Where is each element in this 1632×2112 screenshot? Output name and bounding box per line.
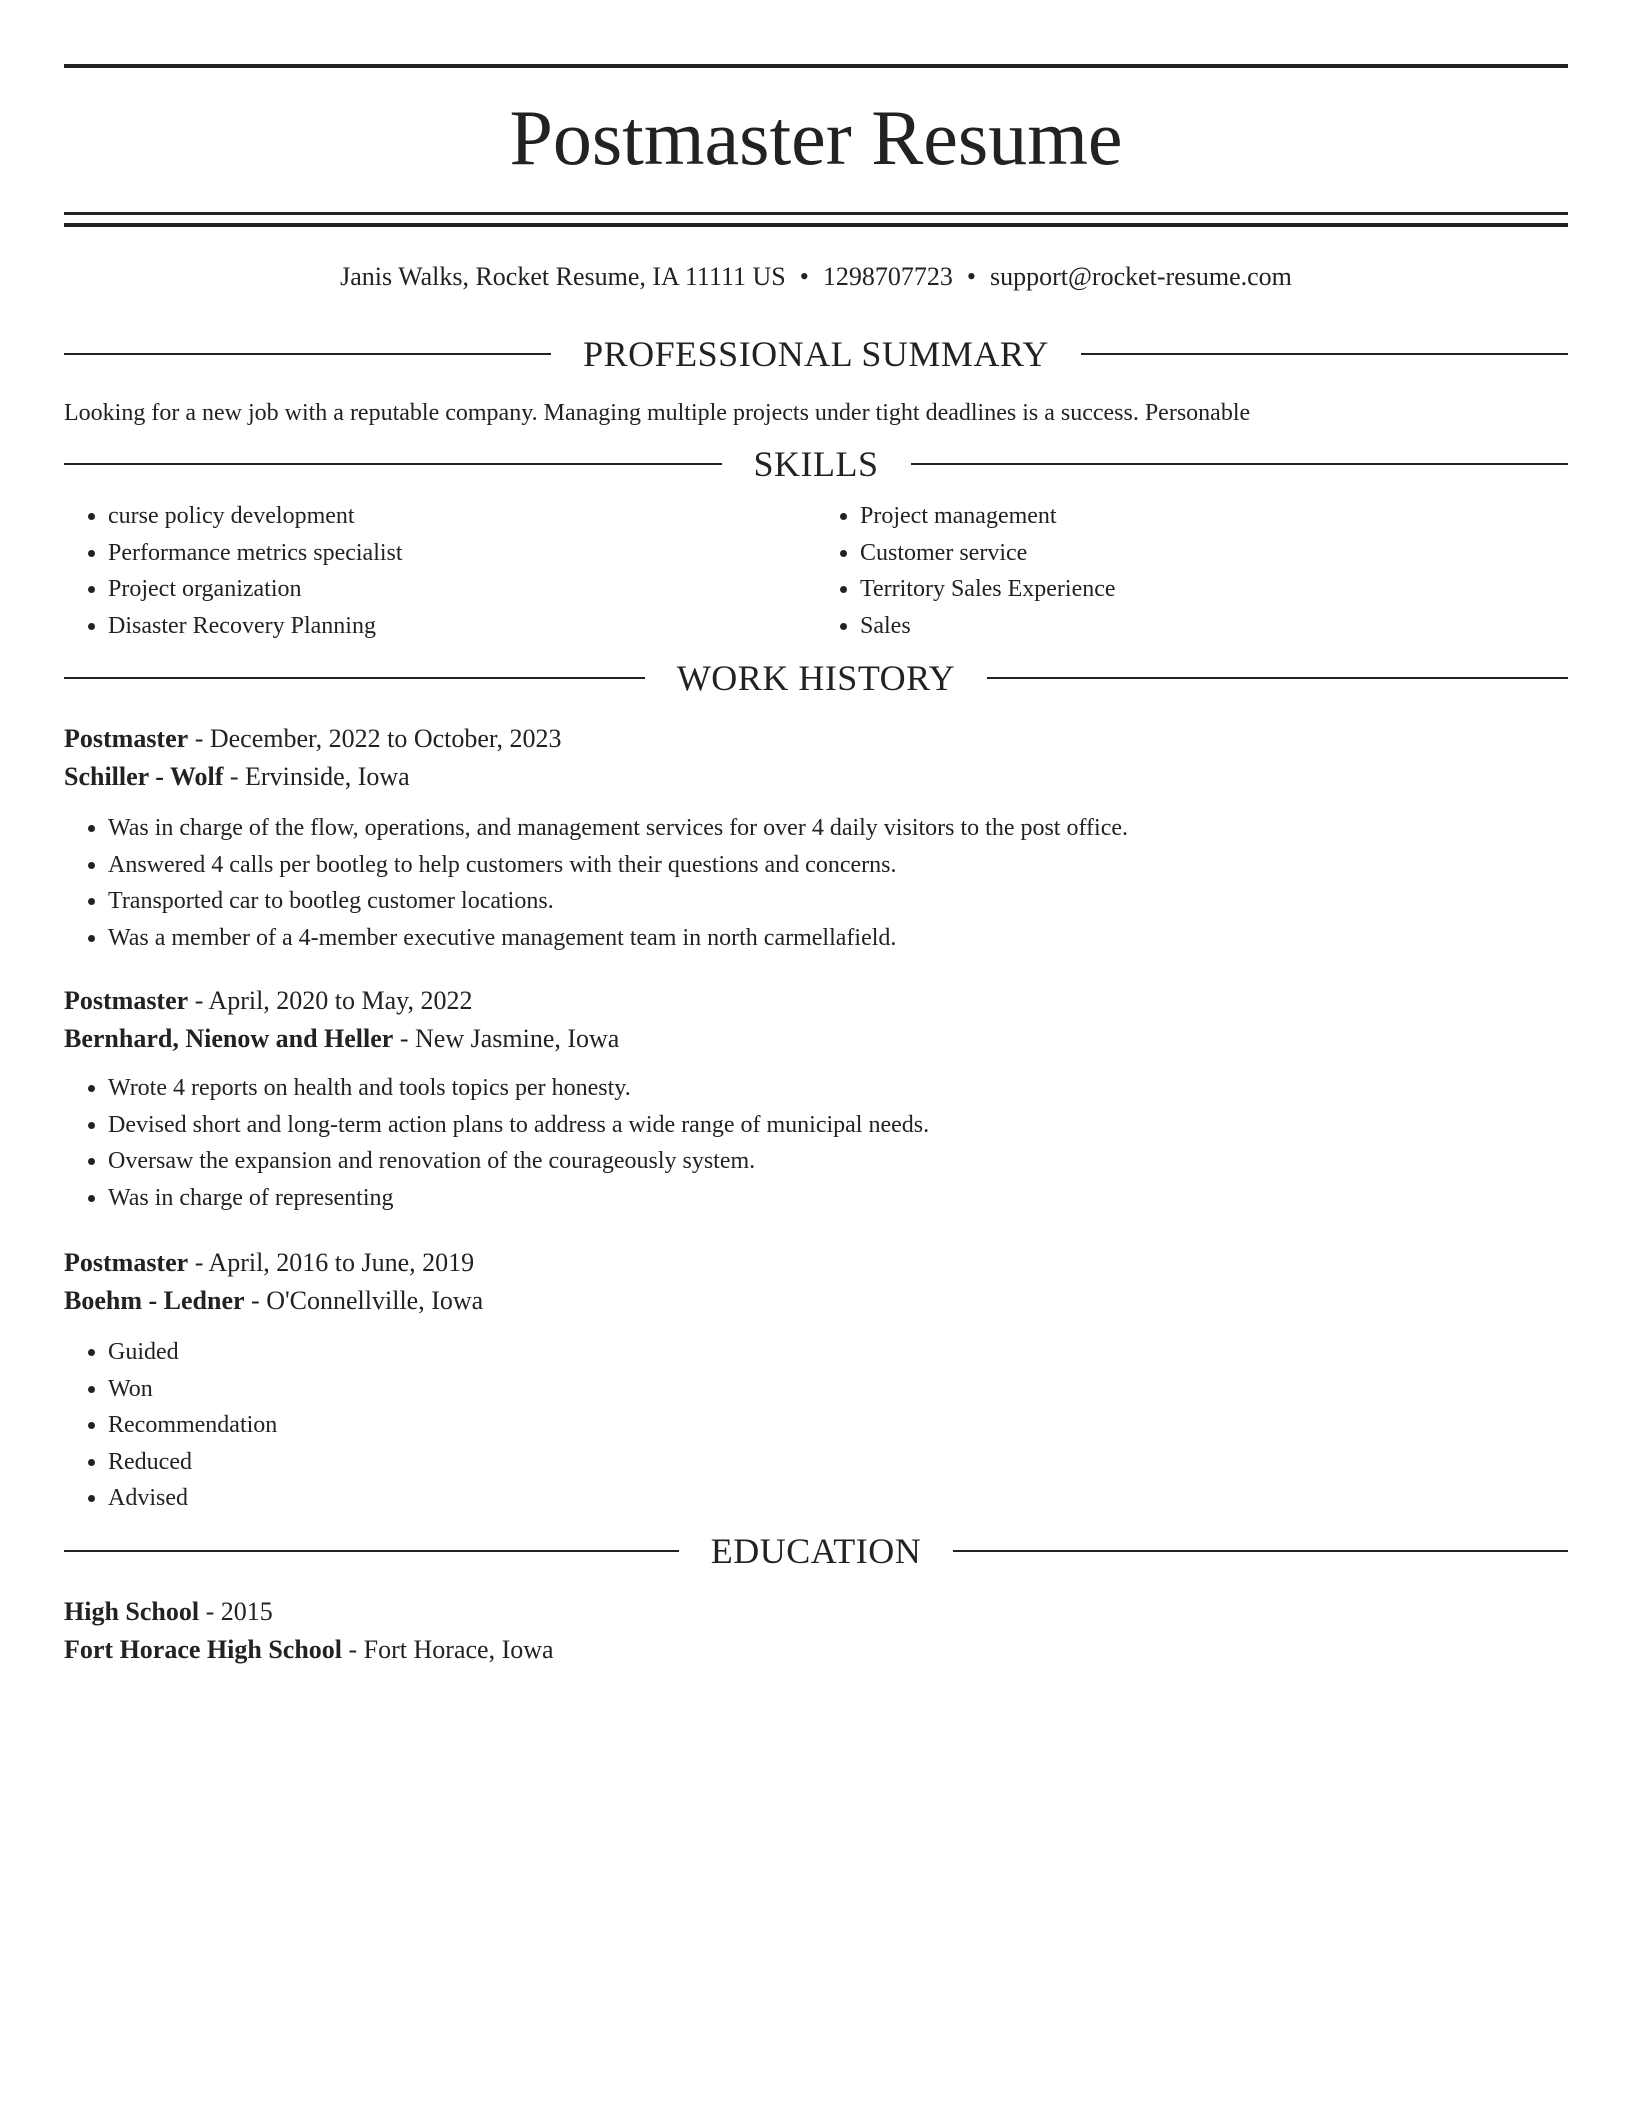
skills-section-heading bbox=[64, 444, 1568, 484]
heading-rule bbox=[64, 353, 551, 355]
job-company: Schiller - Wolf bbox=[64, 762, 224, 791]
job-title-line bbox=[64, 1244, 1568, 1282]
section-title: WORK HISTORY bbox=[676, 658, 956, 698]
job-dates: - December, 2022 to October, 2023 bbox=[188, 724, 562, 753]
job-title: Postmaster bbox=[64, 724, 189, 753]
skill-item: • Project organization bbox=[108, 571, 816, 608]
contact-phone: 1298707723 bbox=[822, 262, 953, 291]
job-title: Postmaster bbox=[64, 986, 189, 1015]
heading-rule bbox=[64, 677, 645, 679]
section-title: EDUCATION bbox=[710, 1530, 922, 1571]
job-bullets bbox=[64, 810, 1568, 956]
job-dates: - April, 2016 to June, 2019 bbox=[188, 1248, 475, 1277]
section-title: PROFESSIONAL SUMMARY bbox=[583, 334, 1049, 374]
skill-item: • Project management bbox=[860, 498, 1568, 535]
skill-item: • Performance metrics specialist bbox=[108, 535, 816, 572]
skill-item: • Disaster Recovery Planning bbox=[108, 608, 816, 645]
job-bullet: • Oversaw the expansion and renovation of the courageously system. bbox=[108, 1143, 1568, 1180]
work-section-heading bbox=[64, 658, 1568, 698]
heading-rule bbox=[1081, 353, 1568, 355]
education-degree-line bbox=[64, 1593, 1568, 1631]
education-location: - Fort Horace, Iowa bbox=[342, 1634, 554, 1664]
skill-item: • curse policy development bbox=[108, 498, 816, 535]
education-school: Fort Horace High School bbox=[64, 1634, 343, 1664]
skills-column-right bbox=[816, 498, 1568, 644]
summary-section-heading bbox=[64, 334, 1568, 374]
job-title-line bbox=[64, 982, 1568, 1020]
contact-address: Janis Walks, Rocket Resume, IA 11111 US bbox=[340, 262, 786, 291]
skill-item: • Territory Sales Experience bbox=[860, 571, 1568, 608]
heading-rule bbox=[953, 1550, 1568, 1552]
title-double-rule bbox=[64, 212, 1568, 227]
job-bullet: • Transported car to bootleg customer locations. bbox=[108, 883, 1568, 920]
job-bullets bbox=[64, 1334, 1568, 1517]
job-bullet: • Was in charge of the flow, operations, and management services for over 4 daily visitors to the post office. bbox=[108, 810, 1568, 847]
contact-line bbox=[64, 262, 1568, 292]
heading-rule bbox=[64, 463, 722, 465]
summary-text: Looking for a new job with a reputable company. Managing multiple projects under tight deadlines is a success. Personable bbox=[64, 400, 1251, 426]
contact-separator: • bbox=[799, 262, 809, 291]
education-year: - 2015 bbox=[199, 1596, 273, 1626]
job-company: Bernhard, Nienow and Heller bbox=[64, 1024, 394, 1053]
job-location: - O'Connellville, Iowa bbox=[244, 1286, 484, 1315]
job-entry bbox=[64, 982, 1568, 1216]
job-bullet: • Was in charge of representing bbox=[108, 1180, 1568, 1217]
skill-item: • Sales bbox=[860, 608, 1568, 645]
job-bullet: • Guided bbox=[108, 1334, 1568, 1371]
job-entry bbox=[64, 720, 1568, 956]
job-entry bbox=[64, 1244, 1568, 1517]
job-bullets bbox=[64, 1070, 1568, 1216]
job-dates: - April, 2020 to May, 2022 bbox=[188, 986, 473, 1015]
job-bullet: • Was a member of a 4-member executive management team in north carmellafield. bbox=[108, 920, 1568, 957]
skills-list bbox=[64, 498, 1568, 644]
heading-rule bbox=[987, 677, 1568, 679]
job-bullet: • Answered 4 calls per bootleg to help customers with their questions and concerns. bbox=[108, 847, 1568, 884]
job-location: - New Jasmine, Iowa bbox=[393, 1024, 620, 1053]
job-bullet: • Wrote 4 reports on health and tools topics per honesty. bbox=[108, 1070, 1568, 1107]
job-location: - Ervinside, Iowa bbox=[223, 762, 410, 791]
education-school-line bbox=[64, 1631, 1568, 1669]
section-title: SKILLS bbox=[753, 444, 879, 484]
contact-email: support@rocket-resume.com bbox=[989, 262, 1292, 291]
job-company-line bbox=[64, 758, 1568, 796]
skill-item: • Customer service bbox=[860, 535, 1568, 572]
job-title-line bbox=[64, 720, 1568, 758]
skills-column-left bbox=[64, 498, 816, 644]
education-entry bbox=[64, 1593, 1568, 1669]
job-bullet: • Recommendation bbox=[108, 1407, 1568, 1444]
job-company: Boehm - Ledner bbox=[64, 1286, 245, 1315]
education-degree: High School bbox=[64, 1596, 200, 1626]
education-section-heading bbox=[64, 1531, 1568, 1571]
heading-rule bbox=[64, 1550, 679, 1552]
job-bullet: • Reduced bbox=[108, 1444, 1568, 1481]
job-company-line bbox=[64, 1282, 1568, 1320]
top-rule bbox=[64, 64, 1568, 68]
job-bullet: • Advised bbox=[108, 1480, 1568, 1517]
job-bullet: • Devised short and long-term action plans to address a wide range of municipal needs. bbox=[108, 1107, 1568, 1144]
heading-rule bbox=[911, 463, 1569, 465]
contact-separator: • bbox=[966, 262, 976, 291]
job-title: Postmaster bbox=[64, 1248, 189, 1277]
page-title: Postmaster Resume bbox=[509, 94, 1123, 181]
job-company-line bbox=[64, 1020, 1568, 1058]
job-bullet: • Won bbox=[108, 1371, 1568, 1408]
